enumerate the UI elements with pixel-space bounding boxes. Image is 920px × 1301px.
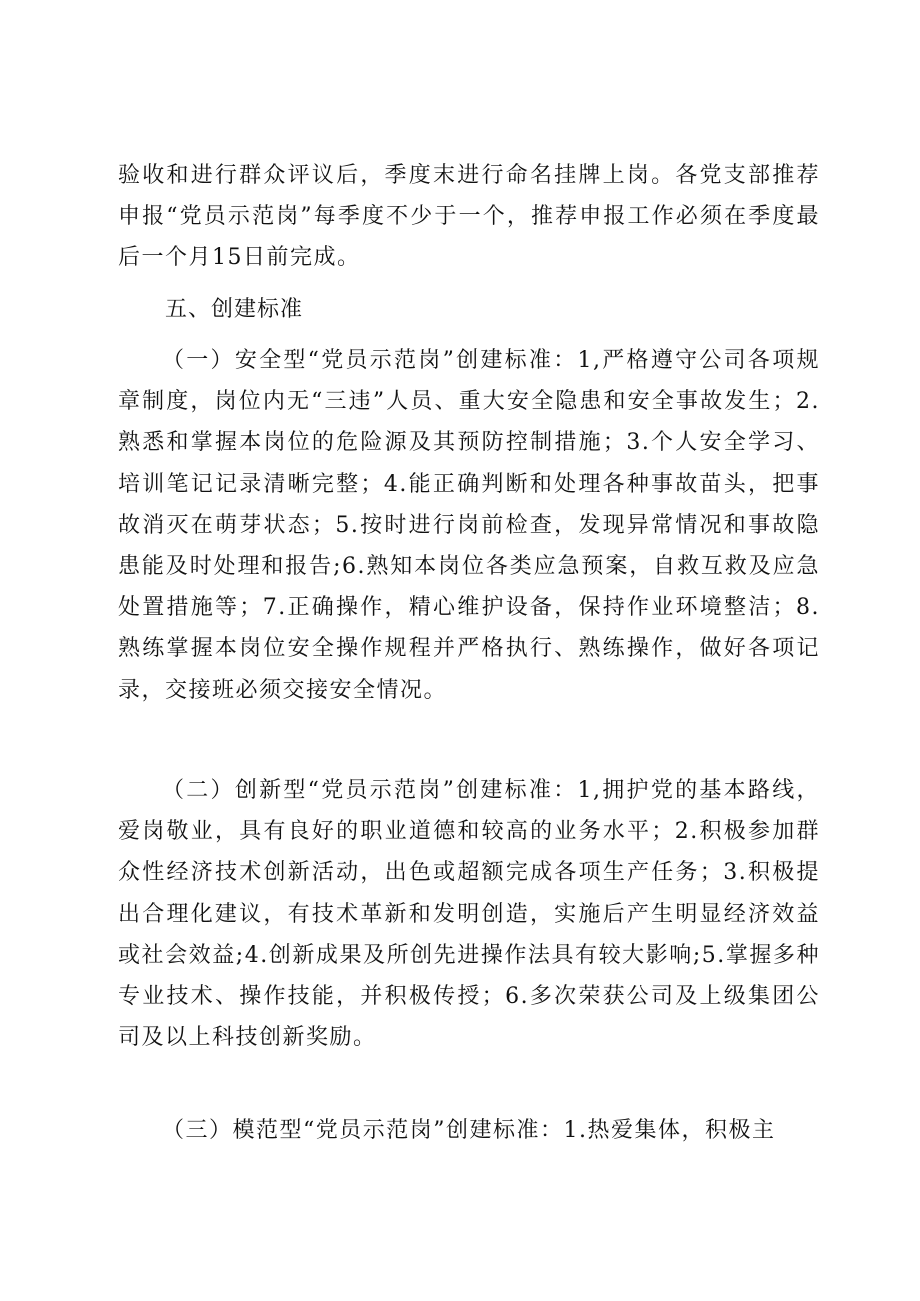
section-heading: 五、创建标准 [165,297,304,322]
paragraph-block-3 [118,1110,820,1151]
paragraph-innovation: （二）创新型“党员示范岗”创建标准：1,拥护党的基本路线，爱岗敬业，具有良好的职业道德和较高的业务水平；2.积极参加群众性经济技术创新活动，出色或超额完成各项生产任务；3.积极提出合理化建议，有技术革新和发明创造，实施后产生明显经济效益或社会效益;4.创新成果及所创先进操作法具有较大影响;5.掌握多种专业技术、操作技能，并积极传授；6.多次荣获公司及上级集团公司及以上科技创新奖励。 [118,778,820,1051]
continuation-paragraph-block [118,155,820,279]
paragraph-block-1 [118,340,820,711]
paragraph-model: （三）模范型“党员示范岗”创建标准：1.热爱集体，积极主 [162,1118,776,1143]
continuation-paragraph: 验收和进行群众评议后，季度末进行命名挂牌上岗。各党支部推荐申报“党员示范岗”每季度不少于一个，推荐申报工作必须在季度最后一个月15日前完成。 [118,163,820,271]
paragraph-block-2 [118,770,820,1058]
paragraph-safety: （一）安全型“党员示范岗”创建标准：1,严格遵守公司各项规章制度，岗位内无“三违”人员、重大安全隐患和安全事故发生；2.熟悉和掌握本岗位的危险源及其预防控制措施；3.个人安全学习、培训笔记记录清晰完整；4.能正确判断和处理各种事故苗头，把事故消灭在萌芽状态；5.按时进行岗前检查，发现异常情况和事故隐患能及时处理和报告;6.熟知本岗位各类应急预案，自救互救及应急处置措施等；7.正确操作，精心维护设备，保持作业环境整洁；8.熟练掌握本岗位安全操作规程并严格执行、熟练操作，做好各项记录，交接班必须交接安全情况。 [118,348,820,703]
